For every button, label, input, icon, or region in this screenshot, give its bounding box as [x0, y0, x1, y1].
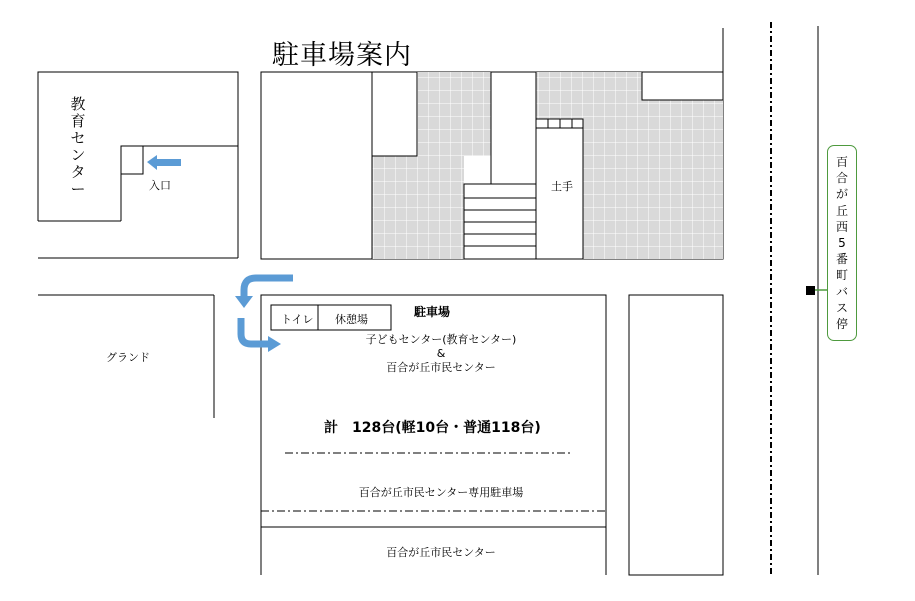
dedicated-parking-label: 百合が丘市民センター専用駐車場: [358, 486, 524, 499]
road-right: [771, 22, 818, 575]
parking-line-and: &: [436, 347, 446, 360]
bus-stop-name: 百合が丘西5番町バス停: [835, 155, 848, 332]
rest-area-label: 休憩場: [335, 313, 368, 326]
bank-label: 土手: [551, 180, 573, 193]
map-title: 駐車場案内: [272, 40, 412, 71]
bus-stop-marker: [806, 286, 828, 295]
education-center-building: [38, 72, 238, 258]
toilet-label: トイレ: [281, 313, 314, 326]
entrance-arrow: [147, 155, 181, 170]
education-center-label: 教育センター: [70, 95, 86, 198]
entrance-label: 入口: [149, 179, 171, 192]
parking-line-kodomo: 子どもセンター(教育センター): [365, 333, 517, 346]
parking-line-center: 百合が丘市民センター: [386, 361, 496, 374]
parking-heading: 駐車場: [414, 305, 451, 319]
bus-stop-sign: [827, 145, 857, 341]
ground-label: グランド: [106, 351, 150, 364]
civic-center-label: 百合が丘市民センター: [386, 546, 496, 559]
roads-left: [38, 258, 238, 418]
parking-total: 計 128台(軽10台・普通118台): [324, 420, 541, 436]
